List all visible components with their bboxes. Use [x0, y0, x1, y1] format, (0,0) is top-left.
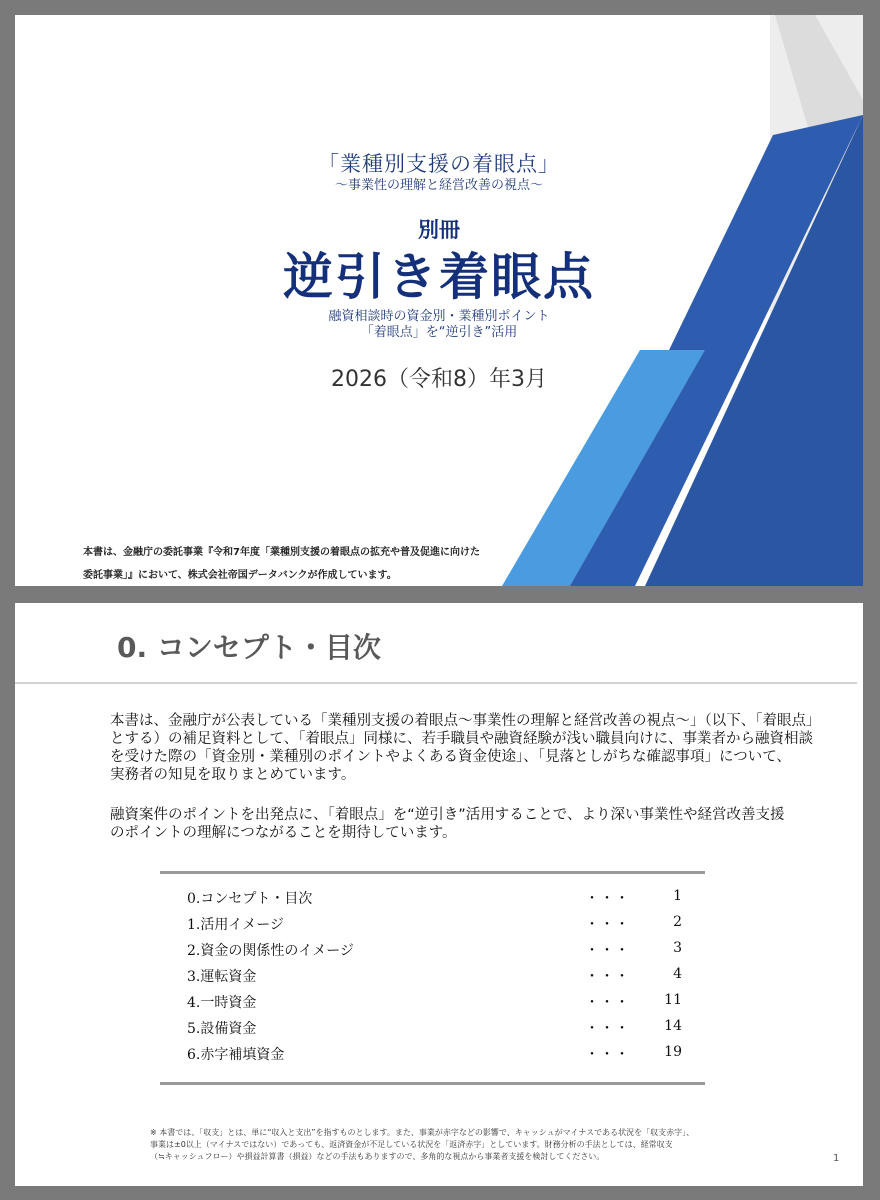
- toc-item[interactable]: [160, 940, 705, 960]
- page-heading: 0. コンセプト・目次: [117, 631, 381, 664]
- toc-item[interactable]: [160, 966, 705, 986]
- cover-slide: [15, 15, 863, 586]
- toc-item-dots: ・・・: [585, 1021, 630, 1037]
- cover-date: 2026（令和8）年3月: [331, 367, 547, 392]
- goal-paragraph: [110, 806, 810, 842]
- toc-item-label: 3.運転資金: [187, 969, 257, 985]
- toc-item-dots: ・・・: [585, 891, 630, 907]
- toc-item-page: 19: [664, 1044, 682, 1060]
- toc-item-dots: ・・・: [585, 917, 630, 933]
- cover-description-line2: 「着眼点」を“逆引き”活用: [360, 325, 518, 340]
- toc-item-label: 4.一時資金: [187, 995, 257, 1011]
- toc-item-label: 1.活用イメージ: [187, 917, 284, 933]
- cover-title: 「業種別支援の着眼点」: [318, 152, 560, 176]
- footnote-line: ※ 本書では、「収支」とは、単に“収入と支出”を指すものとします。また、事業が赤字などの影響で、キャッシュがマイナスである状況を「収支赤字」、: [150, 1128, 695, 1137]
- toc-item-page: 1: [673, 888, 682, 904]
- footnote: [150, 1127, 694, 1163]
- cover-note-line1: 本書は、金融庁の委託事業『令和7年度「業種別支援の着眼点の拡充や普及促進に向けた: [83, 547, 480, 558]
- goal-line: のポイントの理解につながることを期待しています。: [110, 825, 457, 841]
- toc-item-label: 0.コンセプト・目次: [187, 891, 313, 907]
- heading-divider: [15, 682, 857, 684]
- intro-line: とする）の補足資料として、「着眼点」同様に、若手職員や融資経験が浅い職員向けに、事業者から融資相談: [110, 731, 813, 747]
- intro-paragraph: [110, 712, 821, 784]
- toc-item[interactable]: [160, 914, 705, 934]
- toc-item-dots: ・・・: [585, 1047, 630, 1063]
- intro-line: 実務者の知見を取りまとめています。: [110, 767, 356, 783]
- toc-item-dots: ・・・: [585, 943, 630, 959]
- toc-item[interactable]: [160, 992, 705, 1012]
- toc-item-page: 3: [673, 940, 682, 956]
- cover-note-line2: 委託事業」』において、株式会社帝国データバンクが作成しています。: [83, 570, 397, 581]
- cover-main-title: 逆引き着眼点: [283, 248, 595, 306]
- intro-line: 本書は、金融庁が公表している「業種別支援の着眼点～事業性の理解と経営改善の視点～」（以下、「着眼点」: [110, 713, 821, 729]
- goal-line: 融資案件のポイントを出発点に、「着眼点」を“逆引き”活用することで、より深い事業性や経営改善支援: [110, 807, 785, 823]
- footnote-line: 事業は±0以上（マイナスではない）であっても、返済資金が不足している状況を「返済赤字」としています。財務分析の手法としては、経常収支: [150, 1140, 673, 1149]
- toc-item-dots: ・・・: [585, 969, 630, 985]
- table-of-contents: [160, 871, 705, 1085]
- page-number: 1: [833, 1153, 840, 1164]
- toc-item-label: 5.設備資金: [187, 1021, 257, 1037]
- toc-item[interactable]: [160, 1044, 705, 1064]
- toc-slide: [15, 603, 863, 1186]
- toc-item-page: 4: [673, 966, 682, 982]
- toc-item-label: 2.資金の関係性のイメージ: [187, 943, 354, 959]
- cover-description-line1: 融資相談時の資金別・業種別ポイント: [328, 309, 550, 324]
- cover-subtitle: ～事業性の理解と経営改善の視点～: [334, 178, 543, 193]
- toc-item[interactable]: [160, 888, 705, 908]
- toc-item-label: 6.赤字補填資金: [187, 1047, 285, 1063]
- toc-item-page: 11: [664, 992, 682, 1008]
- intro-line: を受けた際の「資金別・業種別のポイントやよくある資金使途」、「見落としがちな確認事項」について、: [110, 749, 791, 765]
- toc-item-dots: ・・・: [585, 995, 630, 1011]
- toc-item-page: 14: [664, 1018, 682, 1034]
- toc-item[interactable]: [160, 1018, 705, 1038]
- footnote-line: （≒キャッシュフロー）や損益計算書（損益）などの手法もありますので、多角的な視点から事業者支援を検討してください。: [150, 1152, 605, 1161]
- toc-item-page: 2: [673, 914, 682, 930]
- cover-bessatsu: 別冊: [418, 218, 460, 242]
